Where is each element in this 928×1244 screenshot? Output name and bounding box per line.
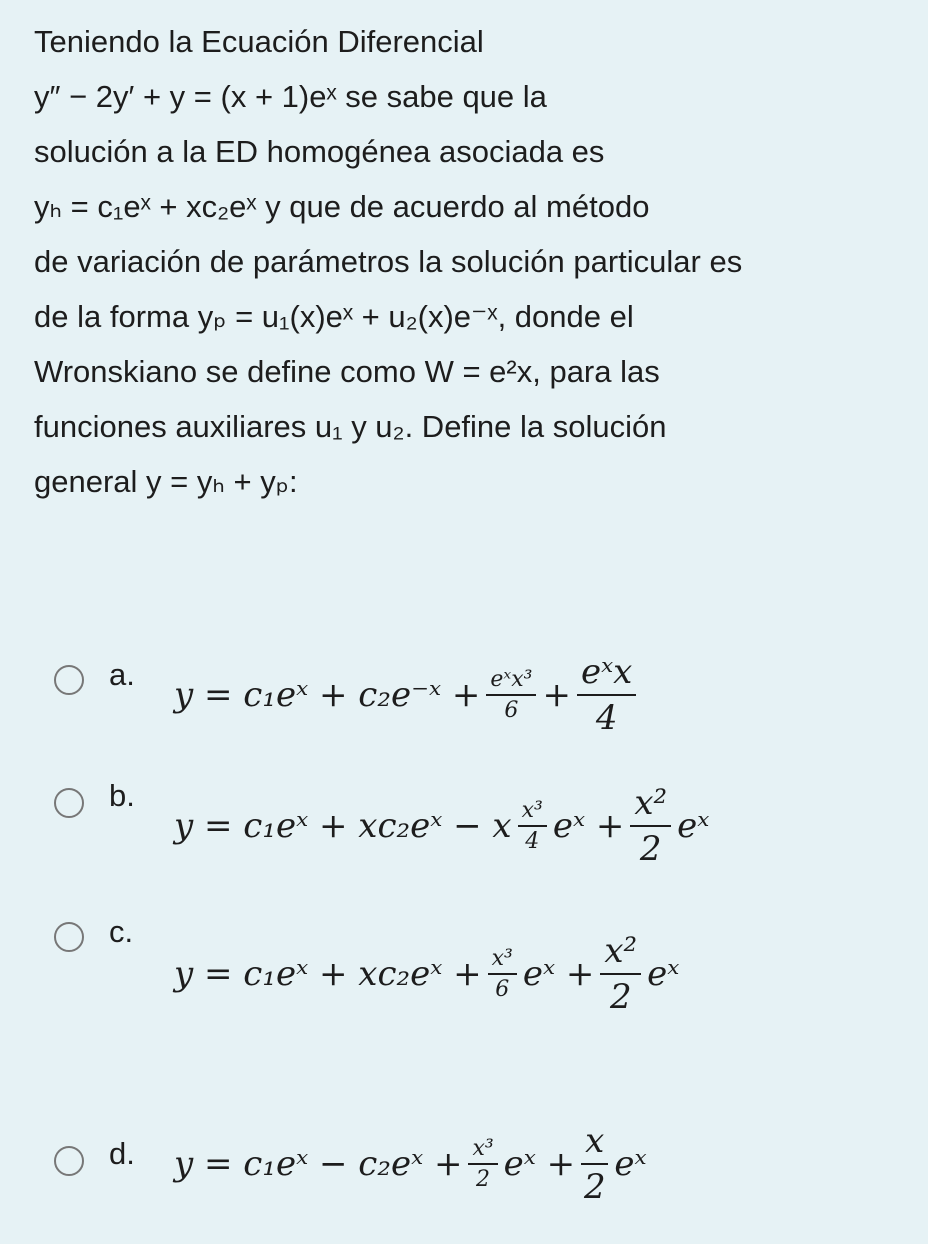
fraction-numerator: eˣx <box>577 652 636 696</box>
option-letter: a. <box>109 657 135 692</box>
question-text <box>34 14 904 509</box>
fraction <box>581 1121 608 1207</box>
option-letter: b. <box>109 778 135 813</box>
option-d[interactable] <box>54 1112 904 1212</box>
question-line: yₕ = c₁eˣ + xc₂eˣ y que de acuerdo al método <box>34 189 650 224</box>
fraction <box>600 931 641 1017</box>
formula-lead: y = c₁eˣ + xc₂eˣ − x <box>174 806 512 846</box>
fraction <box>488 946 517 1002</box>
option-formula <box>174 924 679 1024</box>
question-line: Wronskiano se define como W = e²x, para las <box>34 354 660 389</box>
option-letter: c. <box>109 914 134 949</box>
fraction-denominator: 2 <box>476 1167 491 1192</box>
fraction-denominator: 6 <box>495 977 510 1002</box>
fraction <box>518 798 547 854</box>
fraction-denominator: 2 <box>609 977 632 1017</box>
formula-tail: eˣ <box>647 954 680 994</box>
fraction-denominator: 4 <box>525 829 540 854</box>
formula-mid: eˣ + <box>503 1144 576 1184</box>
option-formula <box>174 776 709 876</box>
formula-tail: eˣ <box>614 1144 647 1184</box>
radio-button-b[interactable] <box>54 788 84 818</box>
formula-lead: y = c₁eˣ + c₂e⁻ˣ + <box>174 675 481 715</box>
question-line: funciones auxiliares u₁ y u₂. Define la solución <box>34 409 667 444</box>
formula-lead: y = c₁eˣ − c₂eˣ + <box>174 1144 463 1184</box>
option-letter: d. <box>109 1136 135 1171</box>
radio-button-c[interactable] <box>54 922 84 952</box>
fraction-numerator: x² <box>600 931 641 975</box>
formula-mid: + <box>542 675 571 715</box>
question-line: de variación de parámetros la solución particular es <box>34 244 743 279</box>
fraction-denominator: 2 <box>583 1167 606 1207</box>
question-line: general y = yₕ + yₚ: <box>34 464 298 499</box>
option-a[interactable] <box>54 645 904 745</box>
question-line: Teniendo la Ecuación Diferencial <box>34 24 484 59</box>
formula-tail: eˣ <box>677 806 710 846</box>
fraction-denominator: 6 <box>504 698 519 723</box>
fraction-denominator: 4 <box>595 698 618 738</box>
option-formula <box>174 647 642 743</box>
fraction-numerator: eˣx³ <box>486 667 536 696</box>
formula-mid: eˣ + <box>522 954 595 994</box>
question-line: de la forma yₚ = u₁(x)eˣ + u₂(x)e⁻ˣ, donde el <box>34 299 634 334</box>
question-line: solución a la ED homogénea asociada es <box>34 134 605 169</box>
formula-mid: eˣ + <box>552 806 625 846</box>
fraction-numerator: x³ <box>518 798 547 827</box>
fraction-numerator: x <box>581 1121 608 1165</box>
fraction <box>577 652 636 738</box>
option-c[interactable] <box>54 910 904 1017</box>
option-formula <box>174 1114 647 1214</box>
formula-lead: y = c₁eˣ + xc₂eˣ + <box>174 954 482 994</box>
fraction <box>630 783 671 869</box>
fraction-numerator: x³ <box>488 946 517 975</box>
fraction-numerator: x³ <box>468 1136 497 1165</box>
radio-button-d[interactable] <box>54 1146 84 1176</box>
option-b[interactable] <box>54 772 904 872</box>
fraction-numerator: x² <box>630 783 671 827</box>
question-line: y″ − 2y′ + y = (x + 1)eˣ se sabe que la <box>34 79 547 114</box>
fraction-denominator: 2 <box>639 829 662 869</box>
fraction <box>486 667 536 723</box>
fraction <box>468 1136 497 1192</box>
radio-button-a[interactable] <box>54 665 84 695</box>
